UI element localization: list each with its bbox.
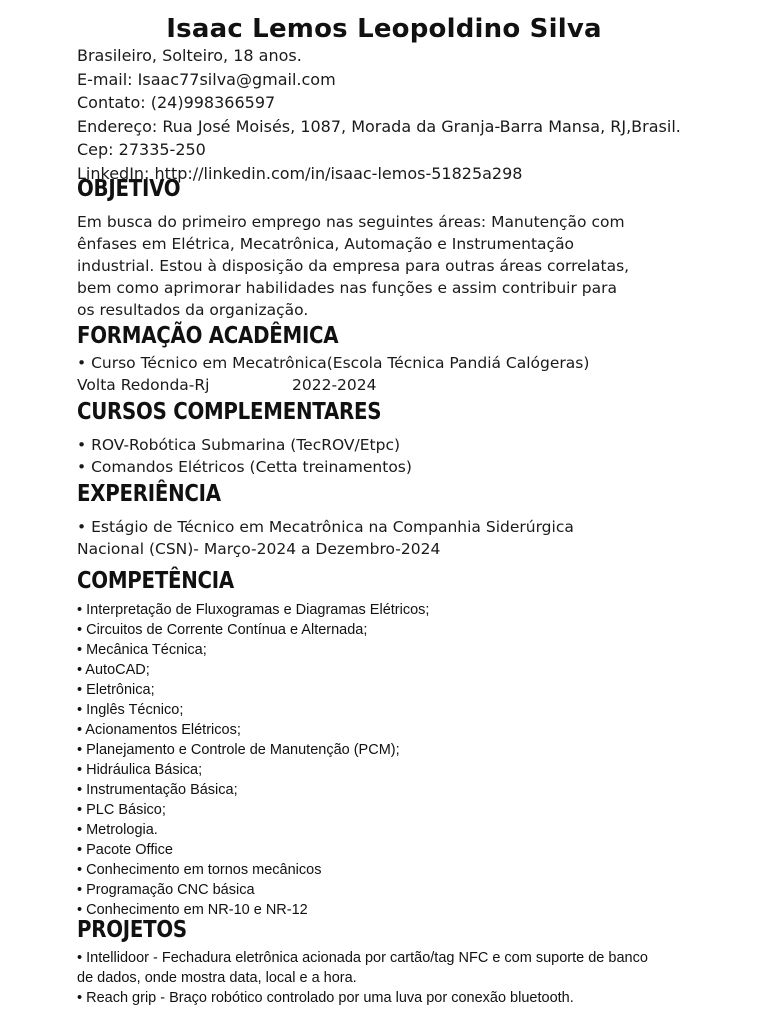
list-item: • Acionamentos Elétricos; [77,722,241,738]
list-item: • Comandos Elétricos (Cetta treinamentos) [77,458,412,476]
formacao-course: • Curso Técnico em Mecatrônica(Escola Técnica Pandiá Calógeras) [77,354,590,372]
section-heading-competencia: COMPETÊNCIA [77,568,234,594]
objetivo-line: os resultados da organização. [77,301,309,319]
list-item: • Programação CNC básica [77,882,255,898]
section-heading-cursos: CURSOS COMPLEMENTARES [77,399,382,425]
list-item: • Interpretação de Fluxogramas e Diagramas Elétricos; [77,602,430,618]
objetivo-line: industrial. Estou à disposição da empresa para outras áreas correlatas, [77,257,630,275]
list-item: • Metrologia. [77,822,158,838]
list-item: • Conhecimento em tornos mecânicos [77,862,322,878]
objetivo-line: Em busca do primeiro emprego nas seguintes áreas: Manutenção com [77,213,625,231]
cep-line: Cep: 27335-250 [77,140,206,159]
list-item: • Instrumentação Básica; [77,782,238,798]
list-item: • Circuitos de Corrente Contínua e Alternada; [77,622,368,638]
cursos-list [77,434,412,478]
experiencia-line: Nacional (CSN)- Março-2024 a Dezembro-2024 [77,540,441,558]
list-item: • AutoCAD; [77,662,150,678]
list-item: • ROV-Robótica Submarina (TecROV/Etpc) [77,436,401,454]
objetivo-text [77,211,629,321]
projeto-line: de dados, onde mostra data, local e a hora. [77,970,357,986]
competencia-list [77,600,429,920]
section-heading-experiencia: EXPERIÊNCIA [77,481,221,507]
objetivo-line: ênfases em Elétrica, Mecatrônica, Automação e Instrumentação [77,235,575,253]
section-heading-objetivo: OBJETIVO [77,176,181,202]
email-line: E-mail: Isaac77silva@gmail.com [77,69,336,89]
linkedin-line: LinkedIn: http://linkedin.com/in/isaac-lemos-51825a298 [77,163,523,183]
objetivo-line: bem como aprimorar habilidades nas funções e assim contribuir para [77,279,617,297]
phone-line: Contato: (24)998366597 [77,93,276,112]
projetos-list [77,948,648,1008]
list-item: • Planejamento e Controle de Manutenção (PCM); [77,742,400,758]
address-line: Endereço: Rua José Moisés, 1087, Morada da Granja-Barra Mansa, RJ,Brasil. [77,116,681,136]
formacao-details [77,374,589,396]
experiencia-text [77,516,574,560]
formacao-period: 2022-2024 [292,376,377,394]
list-item: • Conhecimento em NR-10 e NR-12 [77,902,308,918]
section-heading-projetos: PROJETOS [77,917,187,943]
list-item: • PLC Básico; [77,802,166,818]
projeto-line: • Reach grip - Braço robótico controlado por uma luva por conexão bluetooth. [77,990,574,1006]
list-item: • Eletrônica; [77,682,155,698]
candidate-name: Isaac Lemos Leopoldino Silva [166,14,602,44]
list-item: • Inglês Técnico; [77,702,184,718]
formacao-text [77,352,589,396]
section-heading-formacao: FORMAÇÃO ACADÊMICA [77,323,339,349]
contact-block [77,44,681,185]
formacao-location: Volta Redonda-Rj [77,376,210,394]
list-item: • Mecânica Técnica; [77,642,207,658]
experiencia-line: • Estágio de Técnico em Mecatrônica na Companhia Siderúrgica [77,518,574,536]
personal-info: Brasileiro, Solteiro, 18 anos. [77,46,302,65]
list-item: • Hidráulica Básica; [77,762,203,778]
list-item: • Pacote Office [77,842,173,858]
projeto-line: • Intellidoor - Fechadura eletrônica acionada por cartão/tag NFC e com suporte de banco [77,950,648,966]
